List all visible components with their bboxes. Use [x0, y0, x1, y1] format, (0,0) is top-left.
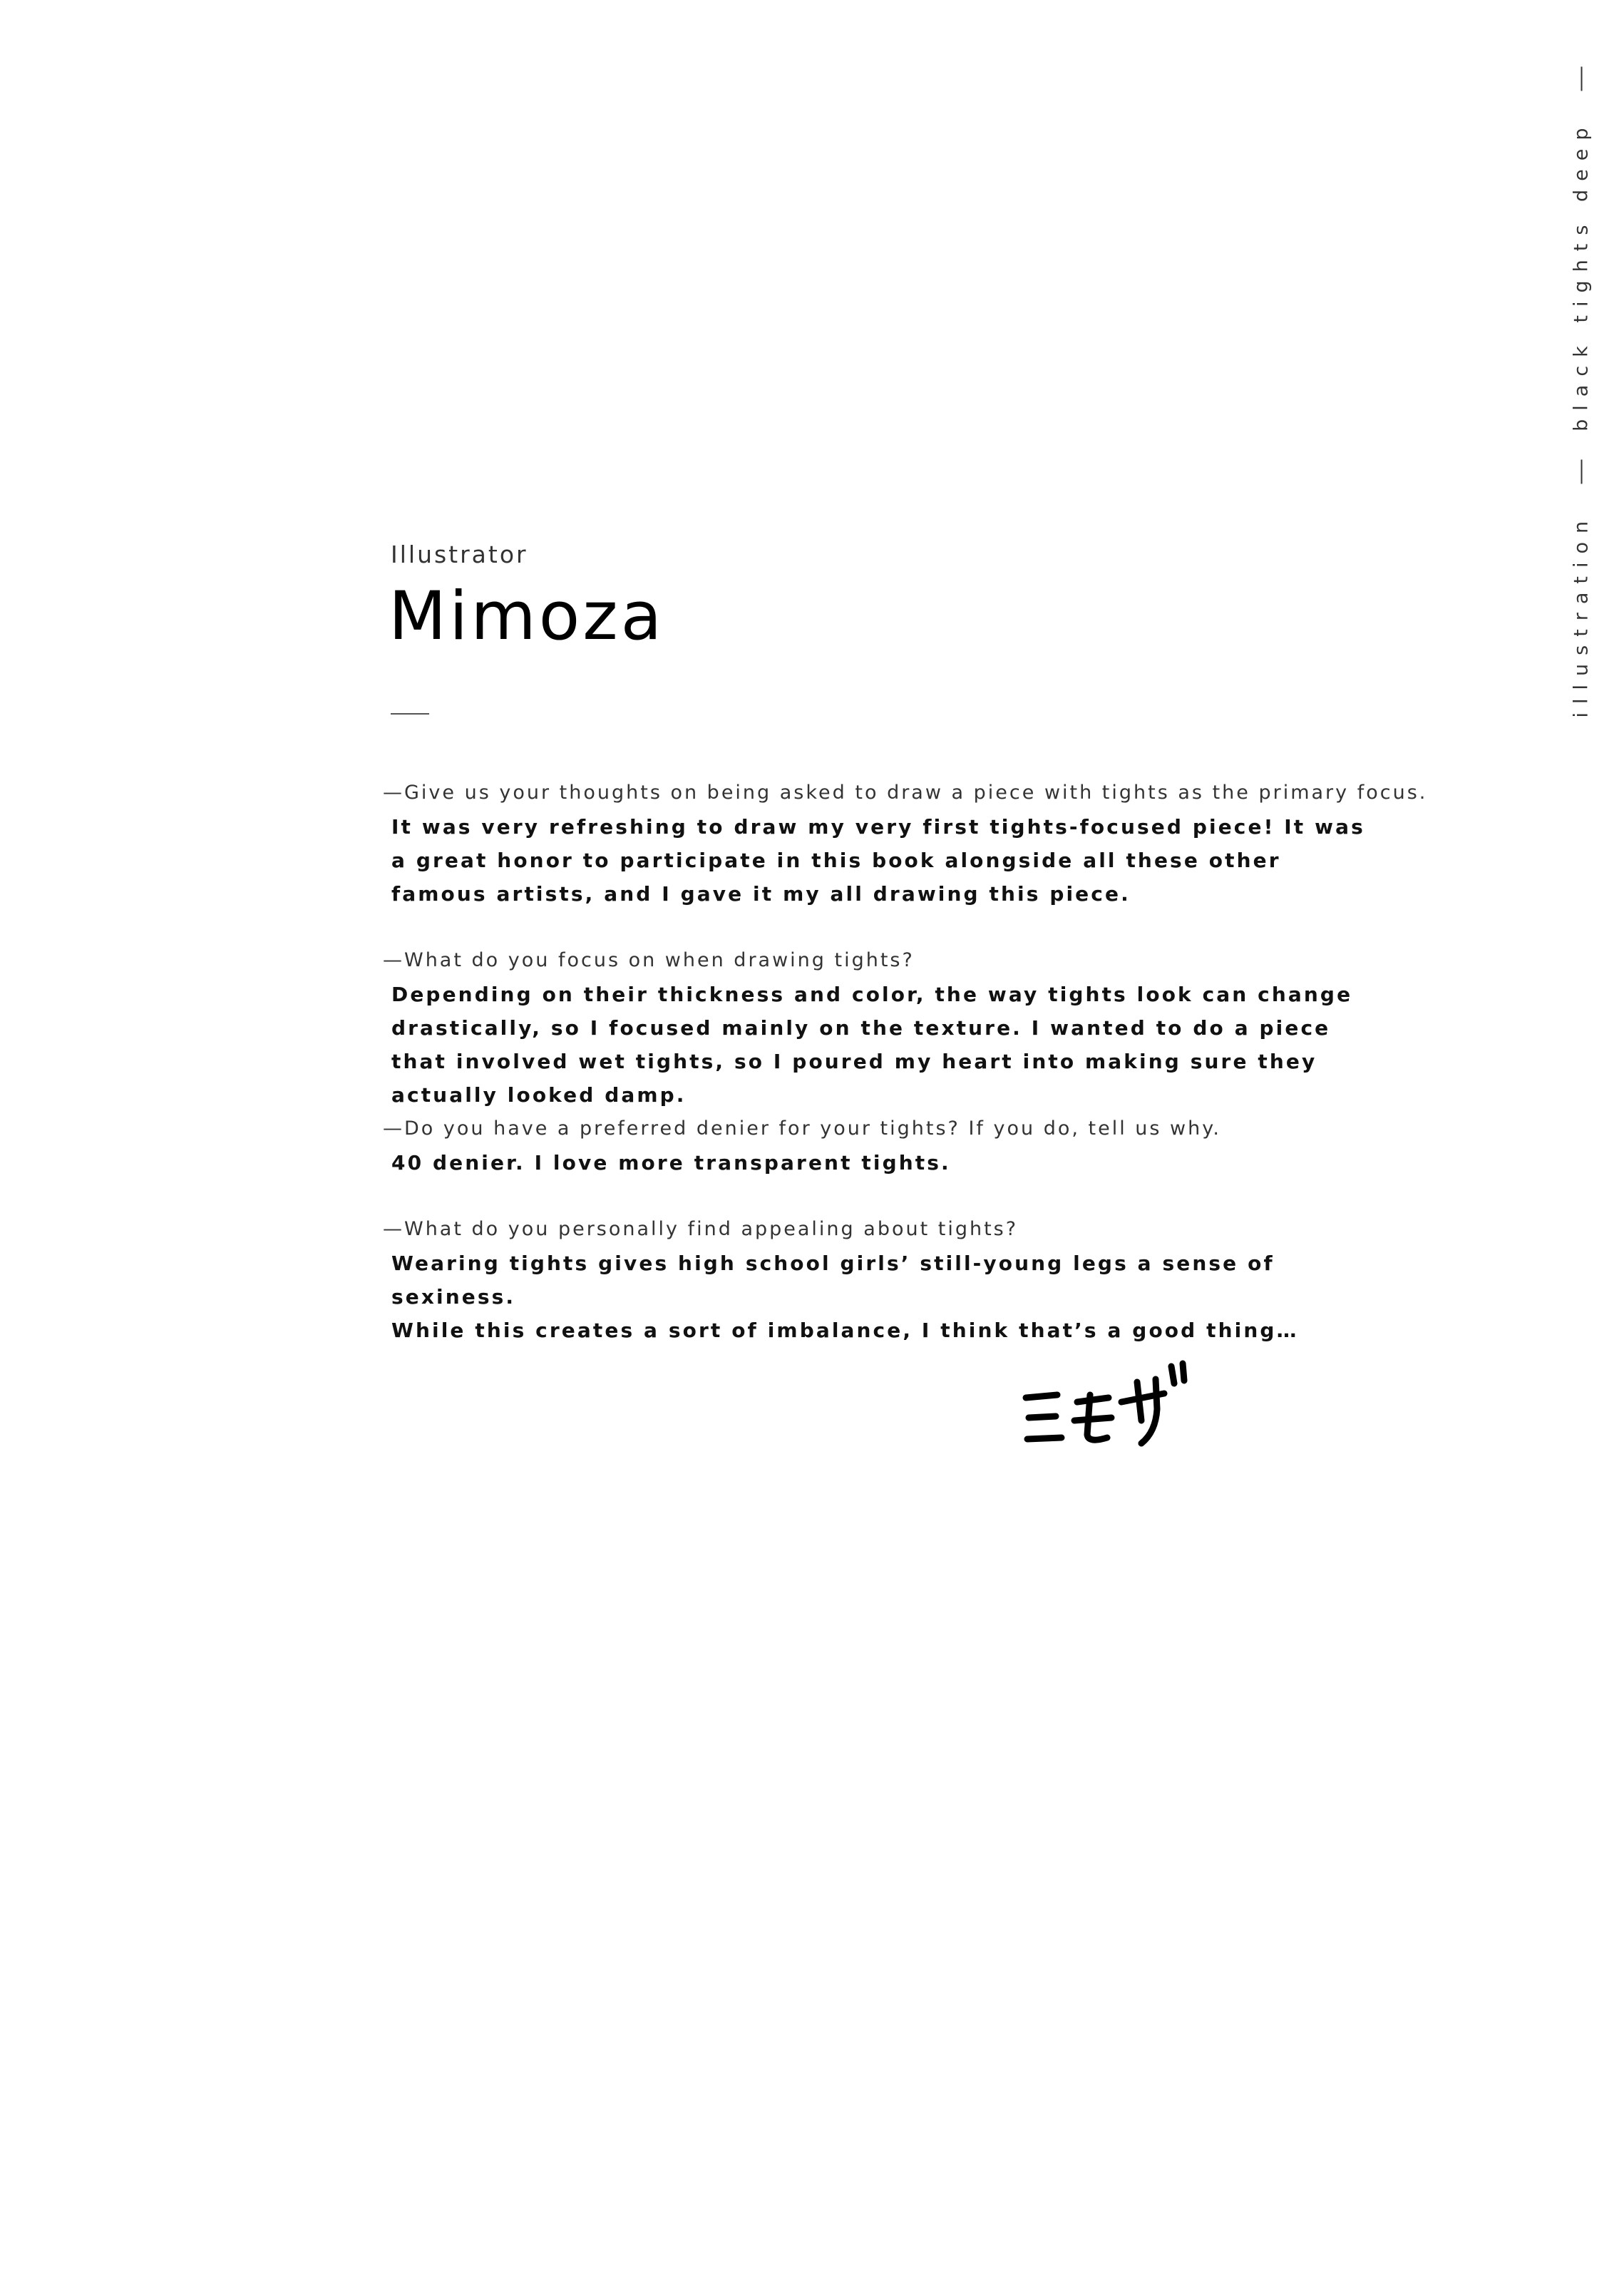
interview-item-3 [383, 1112, 1367, 1180]
interview-item-2 [383, 943, 1367, 1112]
side-label-end-divider [1581, 67, 1582, 91]
artist-name: Mimoza [389, 578, 665, 655]
interview-answer-line: While this creates a sort of imbalance, I think that’s a good thing… [391, 1319, 1299, 1342]
interview-question: —Give us your thoughts on being asked to draw a piece with tights as the primary focus. [383, 782, 1428, 804]
interview-question: —What do you focus on when drawing tights? [383, 949, 915, 971]
title-divider [391, 713, 429, 715]
side-label-divider [1581, 460, 1582, 484]
artist-signature [1016, 1355, 1216, 1469]
interview-question: —Do you have a preferred denier for your tights? If you do, tell us why. [383, 1117, 1221, 1140]
interview-answer: It was very refreshing to draw my very first tights-focused piece! It was a great honor to participate in this book alongside all these other famous artists, and I gave it my all drawing this piece. [391, 815, 1365, 906]
artist-role: Illustrator [391, 541, 528, 568]
side-label [1546, 107, 1617, 718]
side-label-title: black tights deep [1570, 119, 1593, 431]
interview-question: —What do you personally find appealing about tights? [383, 1218, 1019, 1240]
interview-item-4 [383, 1212, 1367, 1347]
interview-item-1 [383, 776, 1428, 911]
interview-answer: 40 denier. I love more transparent tights. [391, 1151, 951, 1175]
side-label-section: illustration [1570, 512, 1593, 718]
interview-answer-line: Wearing tights gives high school girls’ still-young legs a sense of sexiness. [391, 1252, 1275, 1309]
interview-answer: Depending on their thickness and color, the way tights look can change drastically, so I focused mainly on the texture. I wanted to do a piece that involved wet tights, so I poured my heart into making sure they actually looked damp. [391, 983, 1353, 1107]
